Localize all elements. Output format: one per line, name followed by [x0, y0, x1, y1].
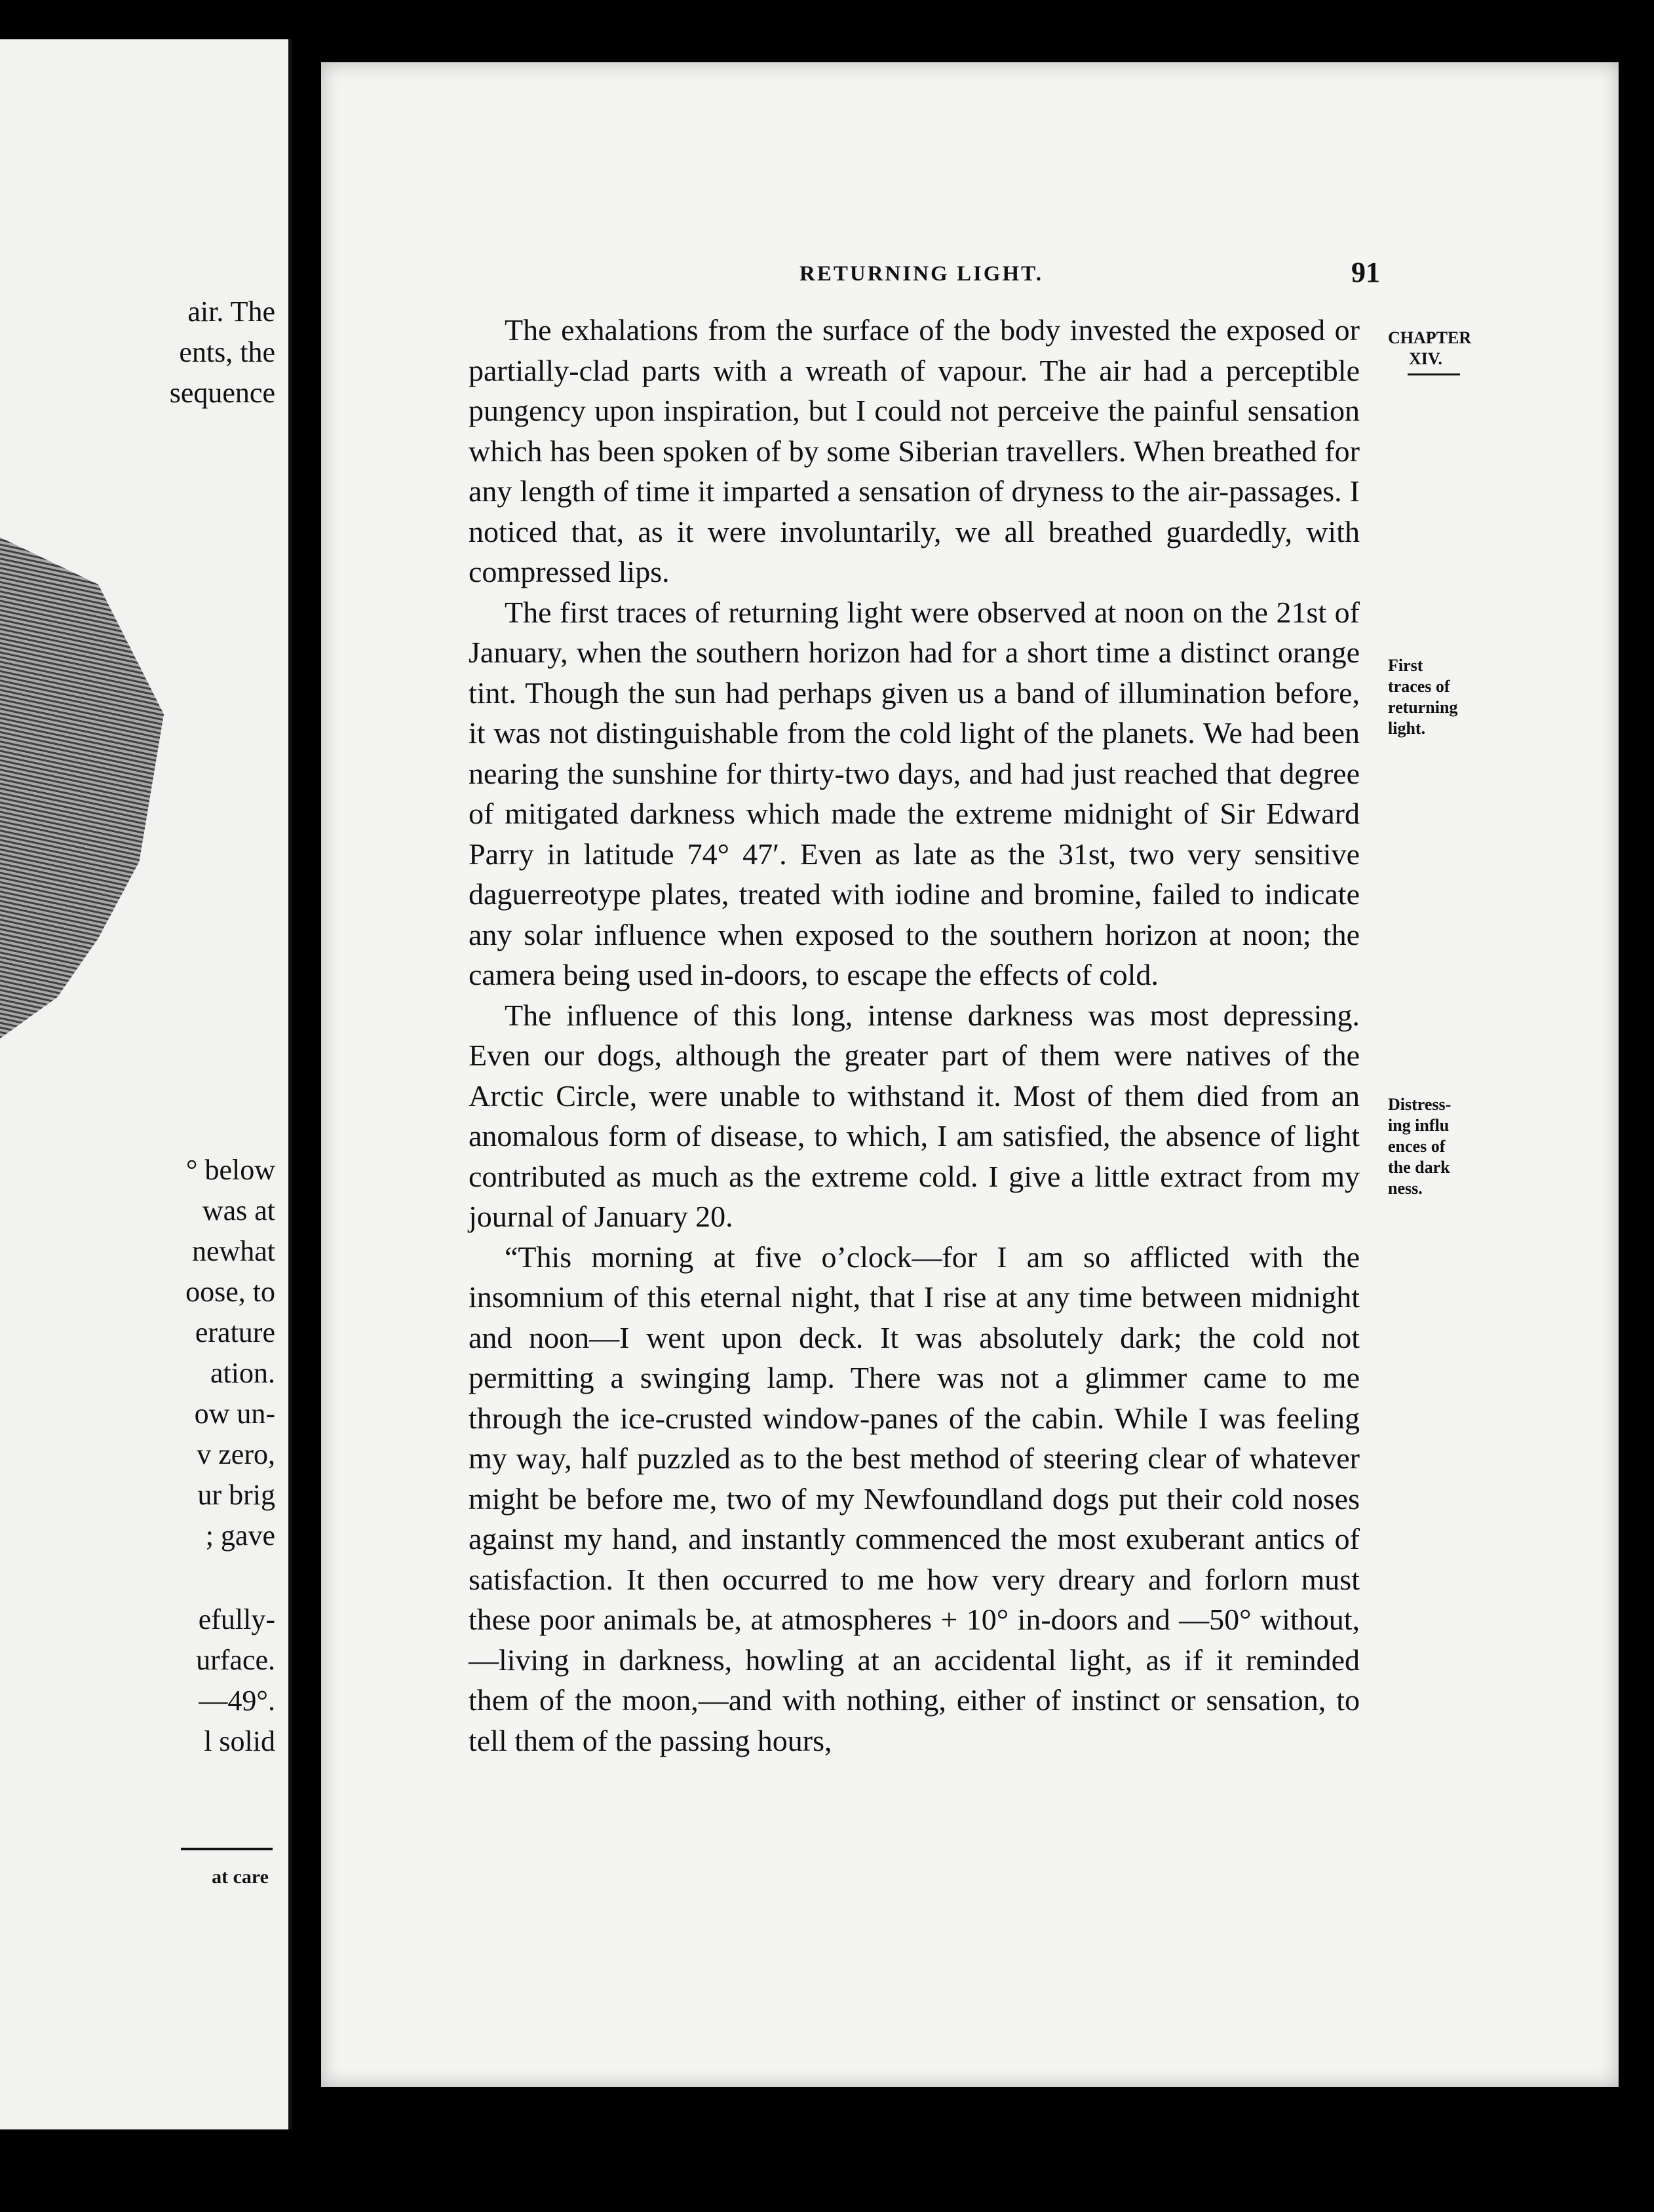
- left-page-line: ation.: [210, 1357, 275, 1389]
- marginal-line: returning: [1388, 698, 1458, 717]
- left-page-line: ents, the: [179, 336, 275, 368]
- left-page-line: —49°.: [199, 1685, 275, 1717]
- marginal-line: ness.: [1388, 1179, 1423, 1198]
- left-page-line: ow un-: [194, 1398, 275, 1430]
- left-page-line: was at: [202, 1194, 275, 1227]
- page-header: [321, 256, 1619, 301]
- page-number: 91: [1351, 256, 1380, 288]
- running-head: RETURNING LIGHT.: [799, 262, 1043, 286]
- marginal-line: ing influ: [1388, 1116, 1450, 1135]
- left-page-line: ° below: [185, 1154, 275, 1186]
- footnote-rule: [181, 1848, 273, 1850]
- left-page-line: erature: [195, 1316, 275, 1348]
- left-page-line: v zero,: [197, 1438, 275, 1470]
- marginal-line: the dark: [1388, 1158, 1450, 1177]
- paragraph: The influence of this long, intense darkness was most depressing. Even our dogs, although the greater part of them were natives of the Arctic Circle, were unable to withstand it. Most of them died from an anomalous form of disease, to which, I am satisfied, the absence of light contributed as much as the extreme cold. I give a little extract from my journal of January 20.: [469, 998, 1360, 1233]
- paragraph: The first traces of returning light were observed at noon on the 21st of January, when the southern horizon had for a short time a distinct orange tint. Though the sun had perhaps given us a band of illumination before, it was not distinguishable from the cold light of the planets. We had been nearing the sunshine for thirty-two days, and had just reached that degree of mitigated darkness which made the extreme midnight of Sir Edward Parry in latitude 74° 47′. Even as late as the 31st, two very sensitive daguerreotype plates, treated with iodine and bromine, failed to indicate any solar influence when exposed to the southern horizon at noon; the camera being used in-doors, to escape the effects of cold.: [469, 595, 1360, 991]
- left-page-line: newhat: [191, 1235, 275, 1267]
- left-page-line: ; gave: [205, 1519, 275, 1552]
- marginal-line: XIV.: [1409, 349, 1442, 368]
- left-page-line: oose, to: [185, 1276, 275, 1308]
- paragraph: The exhalations from the surface of the body invested the exposed or partially-clad parts with a wreath of vapour. The air had a perceptible pungency upon inspiration, but I could not perceive the painful sensation which has been spoken of by some Siberian travellers. When breathed for any length of time it imparted a sensation of dryness to the air-passages. I noticed that, as it were involuntarily, we all breathed guardedly, with compressed lips.: [469, 313, 1360, 588]
- marginal-line: light.: [1388, 719, 1426, 738]
- marginal-note-chapter: [1388, 328, 1486, 375]
- chapter-rule: [1408, 373, 1460, 375]
- body-text: [469, 310, 1360, 1761]
- marginal-line: Distress-: [1388, 1095, 1452, 1114]
- left-page-line: efully-: [198, 1603, 275, 1635]
- marginal-note-distressing: [1388, 1094, 1486, 1199]
- left-footnote: at care: [212, 1866, 269, 1888]
- book-page: [321, 62, 1619, 2087]
- left-page-line: urface.: [196, 1644, 275, 1676]
- marginal-line: CHAPTER: [1388, 328, 1472, 347]
- left-page-line: l solid: [204, 1725, 275, 1757]
- left-page-line: air. The: [187, 296, 275, 328]
- marginal-note-first-traces: [1388, 655, 1486, 739]
- marginal-line: traces of: [1388, 677, 1450, 696]
- left-facing-page: [0, 39, 292, 2129]
- marginal-line: First: [1388, 656, 1423, 675]
- marginal-line: ences of: [1388, 1137, 1446, 1156]
- paragraph: “This morning at five o’clock—for I am so afflicted with the insomnium of this eternal night, that I rise at any time between midnight and noon—I went upon deck. It was absolutely dark; the cold not permitting a swinging lamp. There was not a glimmer came to me through the ice-crusted window-panes of the cabin. While I was feeling my way, half puzzled as to the best method of steering clear of whatever might be before me, two of my Newfoundland dogs put their cold noses against my hand, and instantly commenced the most exuberant antics of satisfaction. It then occurred to me how very dreary and forlorn must these poor animals be, at atmospheres + 10° in-doors and —50° without,—living in darkness, howling at an accidental light, as if it reminded them of the moon,—and with nothing, either of instinct or sensation, to tell them of the passing hours,: [469, 1240, 1360, 1757]
- left-page-line: sequence: [169, 377, 275, 409]
- left-page-line: ur brig: [197, 1479, 275, 1511]
- engraving-illustration: [0, 537, 164, 1127]
